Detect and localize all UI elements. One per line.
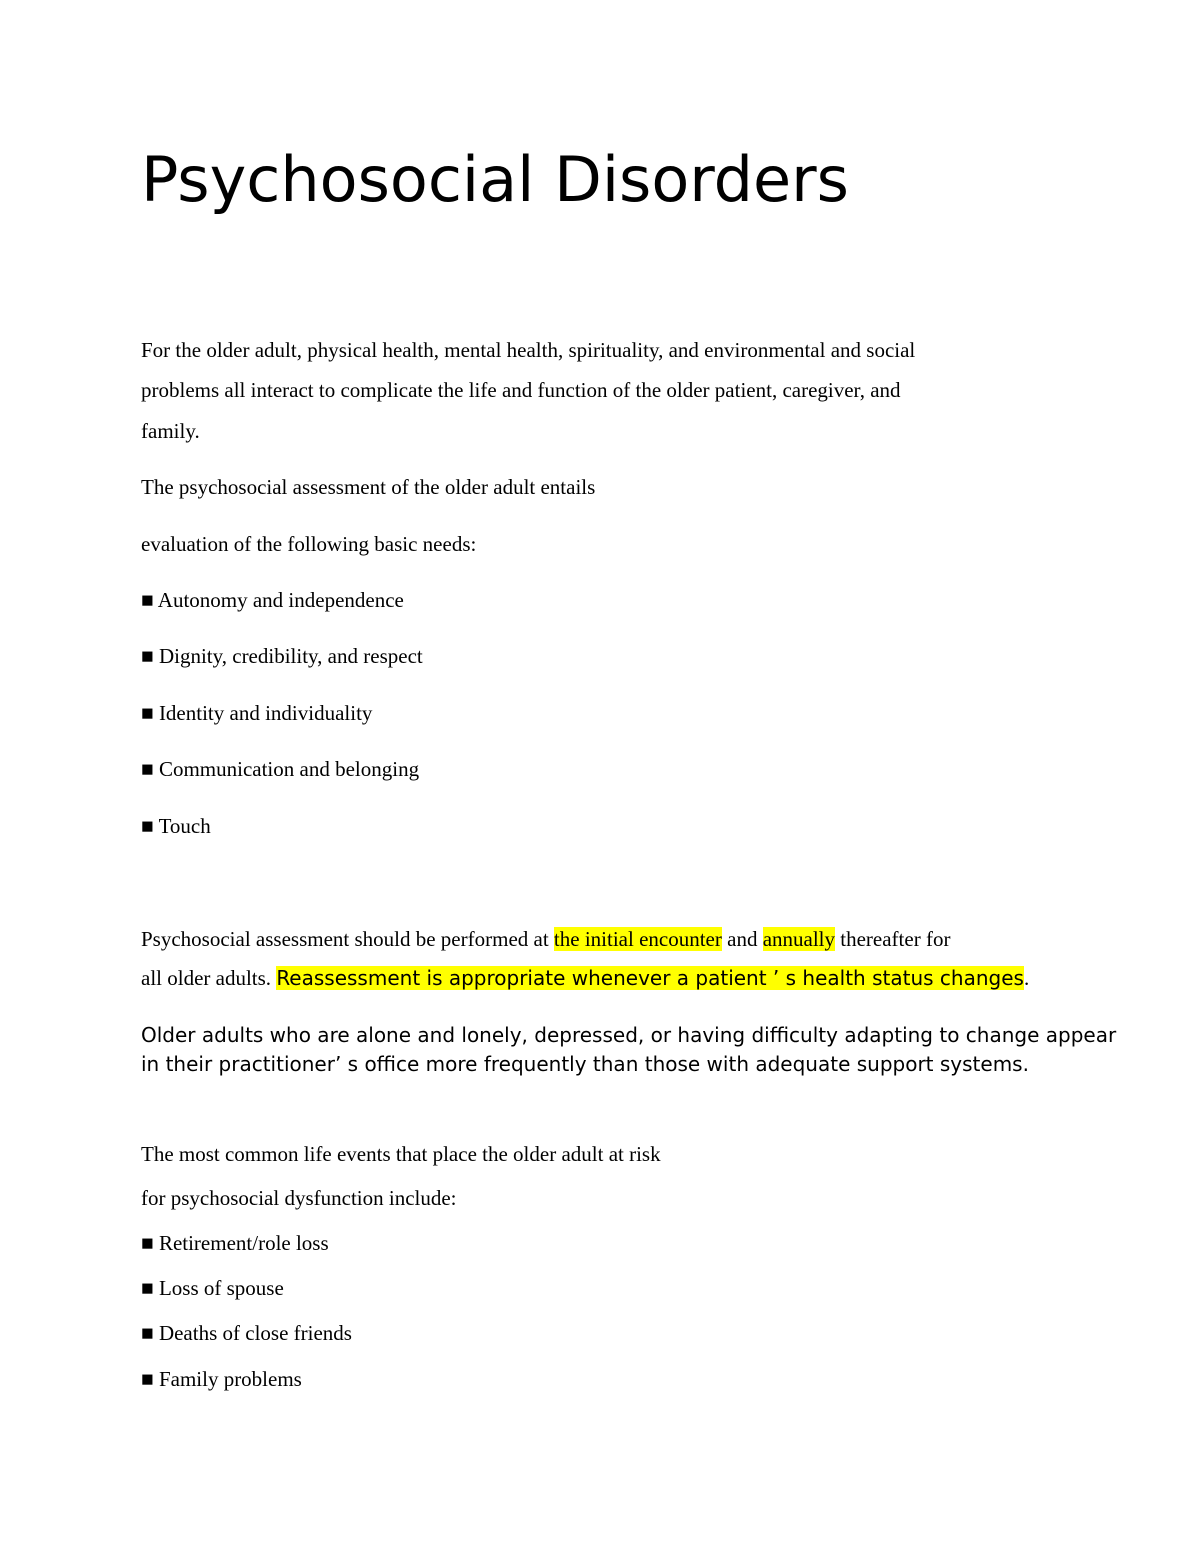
list-item bbox=[141, 587, 404, 613]
risk-spouse: Loss of spouse bbox=[158, 1276, 284, 1300]
need-communication: Communication and belonging bbox=[158, 757, 420, 781]
timing-text: Psychosocial assessment should be performed at bbox=[141, 927, 554, 951]
list-item bbox=[141, 1230, 329, 1256]
intro-line-3: family. bbox=[141, 419, 200, 443]
list-item bbox=[141, 700, 372, 726]
assessment-timing-line-1 bbox=[141, 926, 950, 952]
bullet-icon: ■ bbox=[141, 1321, 154, 1345]
assessment-timing-line-2 bbox=[141, 965, 1029, 991]
highlight-reassessment: Reassessment is appropriate whenever a patient ’ s health status changes bbox=[276, 966, 1024, 990]
risk-family: Family problems bbox=[158, 1367, 302, 1391]
bullet-icon: ■ bbox=[141, 588, 154, 612]
needs-intro-line-2: evaluation of the following basic needs: bbox=[141, 532, 477, 556]
timing-text: thereafter for bbox=[835, 927, 951, 951]
intro-line-2: problems all interact to complicate the life and function of the older patient, caregiver, and bbox=[141, 378, 901, 402]
list-item bbox=[141, 1320, 352, 1346]
list-item bbox=[141, 813, 211, 839]
page-title: Psychosocial Disorders bbox=[141, 143, 849, 216]
risk-intro-line-2: for psychosocial dysfunction include: bbox=[141, 1186, 457, 1210]
bullet-icon: ■ bbox=[141, 814, 154, 838]
timing-text: all older adults. bbox=[141, 966, 277, 990]
risk-intro-line-1: The most common life events that place the older adult at risk bbox=[141, 1142, 661, 1166]
needs-intro-line-1: The psychosocial assessment of the older adult entails bbox=[141, 475, 596, 499]
bullet-icon: ■ bbox=[141, 757, 154, 781]
need-autonomy: Autonomy and independence bbox=[157, 588, 404, 612]
need-touch: Touch bbox=[158, 814, 211, 838]
need-identity: Identity and individuality bbox=[158, 701, 373, 725]
risk-friends: Deaths of close friends bbox=[158, 1321, 352, 1345]
timing-text: and bbox=[721, 927, 763, 951]
bullet-icon: ■ bbox=[141, 1276, 154, 1300]
timing-text: . bbox=[1023, 966, 1030, 990]
highlight-initial-encounter: the initial encounter bbox=[553, 927, 722, 951]
risk-retirement: Retirement/role loss bbox=[158, 1231, 329, 1255]
list-item bbox=[141, 1366, 302, 1392]
need-dignity: Dignity, credibility, and respect bbox=[158, 644, 423, 668]
support-line-1: Older adults who are alone and lonely, depressed, or having difficulty adapting to change appear bbox=[141, 1023, 1117, 1047]
list-item bbox=[141, 1275, 284, 1301]
bullet-icon: ■ bbox=[141, 644, 154, 668]
bullet-icon: ■ bbox=[141, 1231, 154, 1255]
support-line-2: in their practitioner’ s office more frequently than those with adequate support systems. bbox=[141, 1052, 1029, 1076]
list-item bbox=[141, 756, 419, 782]
highlight-annually: annually bbox=[762, 927, 836, 951]
bullet-icon: ■ bbox=[141, 1367, 154, 1391]
intro-line-1: For the older adult, physical health, mental health, spirituality, and environmental and social bbox=[141, 338, 916, 362]
bullet-icon: ■ bbox=[141, 701, 154, 725]
list-item bbox=[141, 643, 423, 669]
